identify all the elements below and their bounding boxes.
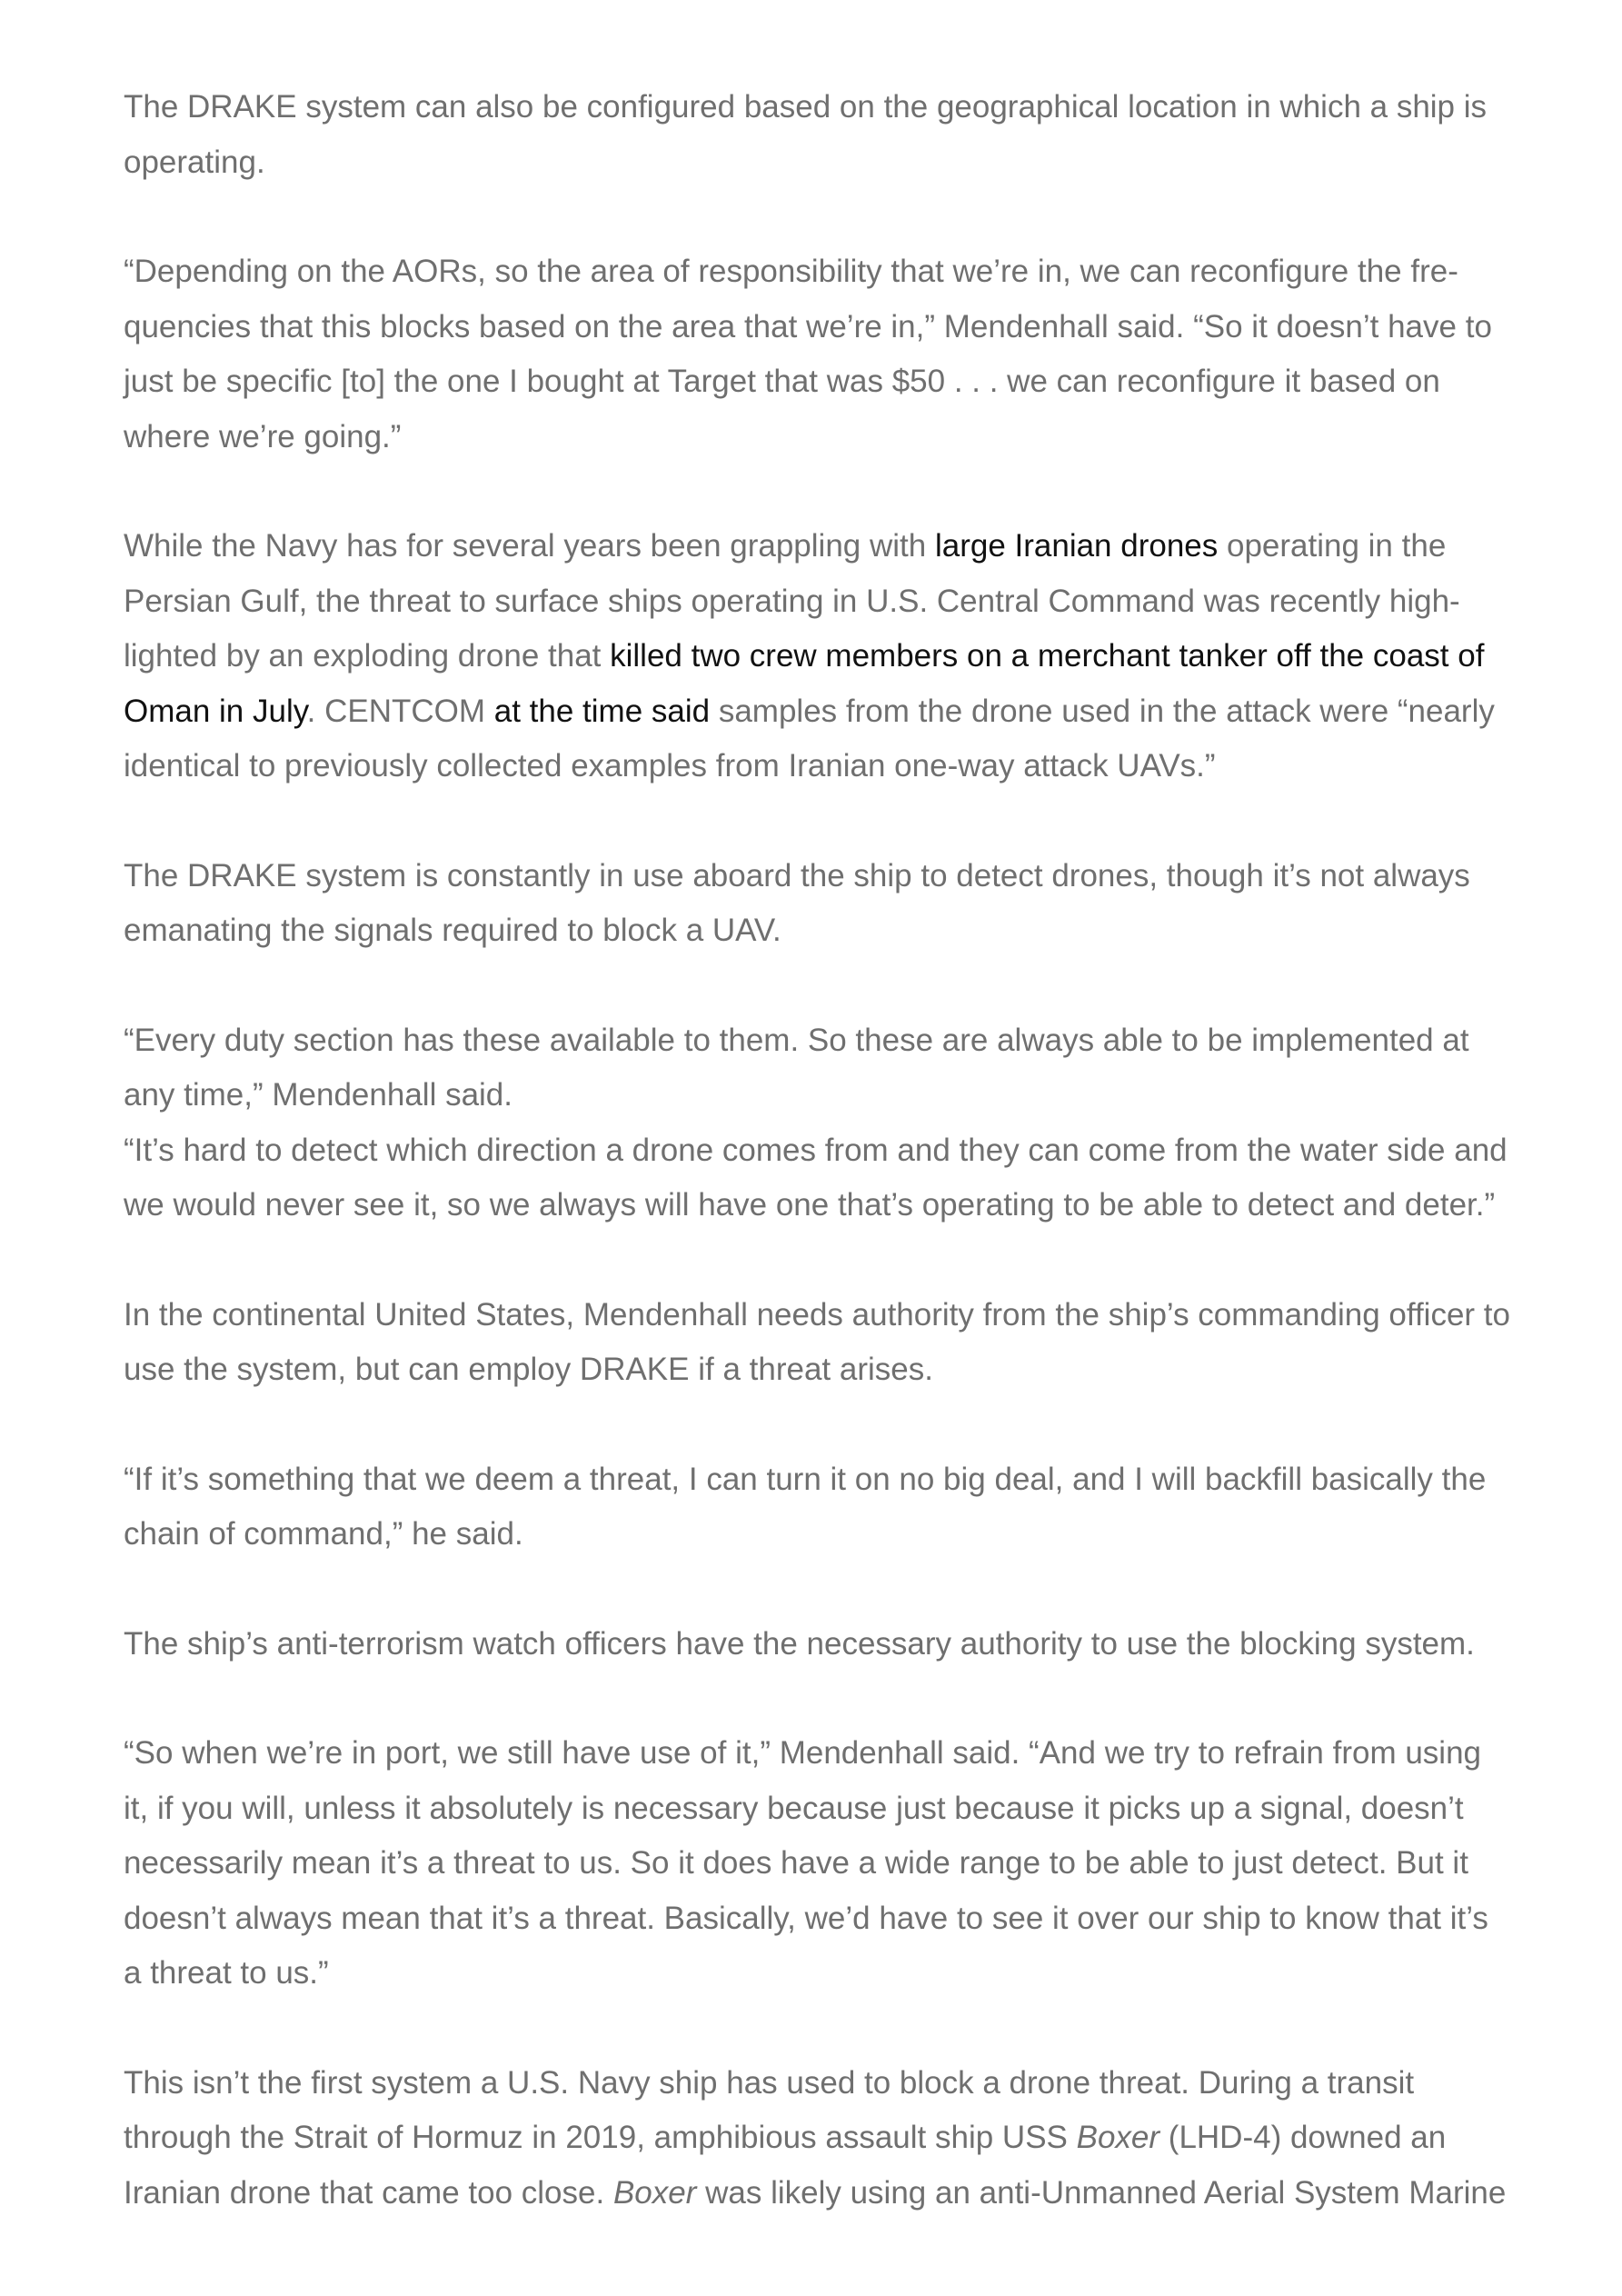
- paragraph-text: was likely using an anti-Unmanned Aerial System Marine: [696, 2174, 1507, 2211]
- paragraph-constant-use: The DRAKE system is constantly in use aboard the ship to detect drones, though it’s not always emanating the signals required to block a UAV.: [124, 857, 1470, 948]
- paragraph-watch-officers: The ship’s anti-terrorism watch officers have the necessary authority to use the blocking system.: [124, 1625, 1475, 1662]
- article-body: [124, 80, 1514, 2275]
- paragraph-text: . CENTCOM: [306, 693, 494, 729]
- paragraph-in-port-quote: “So when we’re in port, we still have use of it,” Mendenhall said. “And we try to refrain from using it, if you will, unless it absolutely is necessary because just because it picks up a signal, doesn’t necessarily mean it’s a threat to us. So it does have a wide range to be able to just detect. But it doesn’t always mean that it’s a threat. Basically, we’d have to see it over our ship to know that it’s a threat to us.”: [124, 1735, 1488, 1991]
- paragraph-drake-configuration: The DRAKE system can also be configured based on the geographical location in which a ship is operating.: [124, 89, 1488, 180]
- paragraph-text: While the Navy has for several years been grappling with: [124, 528, 935, 564]
- paragraph-boxer-history: [124, 2056, 1514, 2221]
- paragraph-text: This isn’t the first system a U.S. Navy ship has used to block a drone threat. During a transit through the Strait of Hormuz in 2019, amphibious assault ship USS: [124, 2064, 1415, 2155]
- link-centcom-statement[interactable]: at the time said: [493, 693, 711, 729]
- ship-name-boxer: Boxer: [612, 2174, 697, 2211]
- paragraph-iranian-drones: [124, 519, 1514, 794]
- link-large-iranian-drones[interactable]: large Iranian drones: [934, 528, 1219, 564]
- paragraph-text: (LHD-4) downed an Iranian drone that came too close.: [124, 2120, 1447, 2211]
- paragraph-duty-section-quote: “Every duty section has these available to them. So these are always able to be implemented at any time,” Mendenhall said.: [124, 1022, 1469, 1113]
- paragraph-aor-quote: “Depending on the AORs, so the area of responsibility that we’re in, we can reconfigure the fre-quencies that this blocks based on the area that we’re in,” Mendenhall said. “So it doesn’t have to just be specific [to] the one I bought at Target that was $50 . . . we can reconfigure it based on where we’re going.”: [124, 254, 1492, 454]
- paragraph-text: samples from the drone used in the attack were “nearly identical to previously collected examples from Iranian one-way attack UAVs.”: [124, 693, 1495, 784]
- paragraph-threat-quote: “If it’s something that we deem a threat, I can turn it on no big deal, and I will backfill basically the chain of command,” he said.: [124, 1461, 1487, 1552]
- paragraph-text: operating in the Persian Gulf, the threat to surface ships operating in U.S. Central Command was recently high-lighted by an exploding drone that: [124, 528, 1460, 674]
- paragraph-detect-direction-quote: “It’s hard to detect which direction a drone comes from and they can come from the water side and we would never see it, so we always will have one that’s operating to be able to detect and deter.”: [124, 1132, 1508, 1223]
- ship-name-boxer: Boxer: [1076, 2120, 1160, 2155]
- link-tanker-attack[interactable]: killed two crew members on a merchant tanker off the coast of Oman in July: [124, 638, 1485, 729]
- paragraph-continental-us: In the continental United States, Mendenhall needs authority from the ship’s commanding officer to use the system, but can employ DRAKE if a threat arises.: [124, 1296, 1510, 1387]
